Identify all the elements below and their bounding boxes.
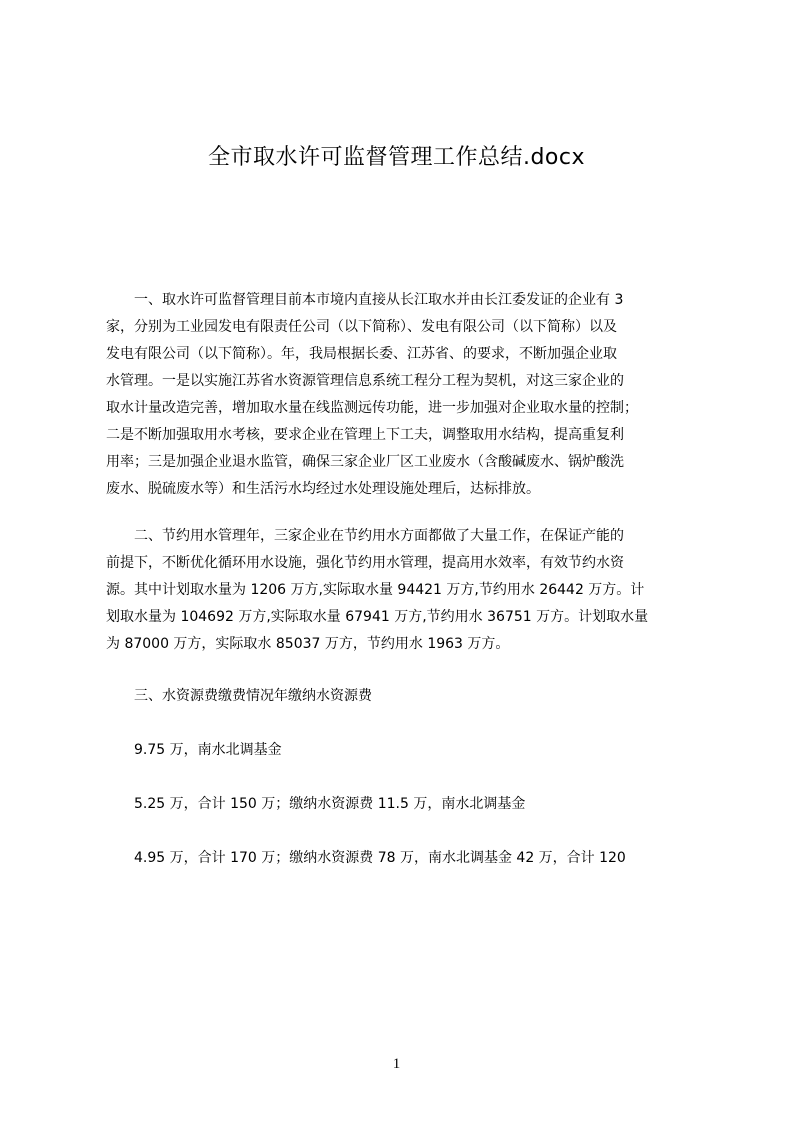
paragraph-line: 一、取水许可监督管理目前本市境内直接从长江取水并由长江委发证的企业有 3 — [134, 292, 624, 308]
page-number: 1 — [392, 1056, 401, 1072]
paragraph-line: 源。其中计划取水量为 1206 万方,实际取水量 94421 万方,节约用水 26442 万方。计 — [106, 582, 645, 598]
paragraph-line: 前提下，不断优化循环用水设施，强化节约用水管理，提高用水效率，有效节约水资 — [106, 555, 624, 571]
document-body — [106, 287, 698, 872]
paragraph-water-saving-management — [106, 523, 698, 658]
paragraph-line: 用率；三是加强企业退水监管，确保三家企业厂区工业废水（含酸碱废水、锅炉酸洗 — [106, 454, 624, 470]
paragraph-line: 废水、脱硫废水等）和生活污水均经过水处理设施处理后，达标排放。 — [106, 481, 540, 497]
paragraph-water-fee-heading: 三、水资源费缴费情况年缴纳水资源费 — [134, 688, 372, 704]
paragraph-water-permit-supervision — [106, 287, 698, 503]
document-title: 全市取水许可监督管理工作总结.docx — [207, 145, 586, 170]
paragraph-line: 为 87000 万方，实际取水 85037 万方，节约用水 1963 万方。 — [106, 636, 510, 652]
paragraph-line: 家，分别为工业园发电有限责任公司（以下简称）、发电有限公司（以下简称）以及 — [106, 319, 617, 335]
paragraph-fee-line-3: 4.95 万，合计 170 万；缴纳水资源费 78 万，南水北调基金 42 万，合计 120 — [134, 850, 626, 866]
paragraph-line: 二是不断加强取用水考核，要求企业在管理上下工夫，调整取用水结构，提高重复利 — [106, 427, 624, 443]
paragraph-fee-line-1: 9.75 万，南水北调基金 — [134, 742, 282, 758]
paragraph-fee-line-2: 5.25 万，合计 150 万；缴纳水资源费 11.5 万，南水北调基金 — [134, 796, 526, 812]
paragraph-line: 发电有限公司（以下简称）。年，我局根据长委、江苏省、的要求，不断加强企业取 — [106, 346, 617, 362]
paragraph-line: 划取水量为 104692 万方,实际取水量 67941 万方,节约用水 36751 万方。计划取水量 — [106, 609, 649, 625]
paragraph-line: 取水计量改造完善，增加取水量在线监测远传功能，进一步加强对企业取水量的控制； — [106, 400, 638, 416]
paragraph-line: 水管理。一是以实施江苏省水资源管理信息系统工程分工程为契机，对这三家企业的 — [106, 373, 624, 389]
paragraph-line: 二、节约用水管理年，三家企业在节约用水方面都做了大量工作，在保证产能的 — [134, 528, 624, 544]
